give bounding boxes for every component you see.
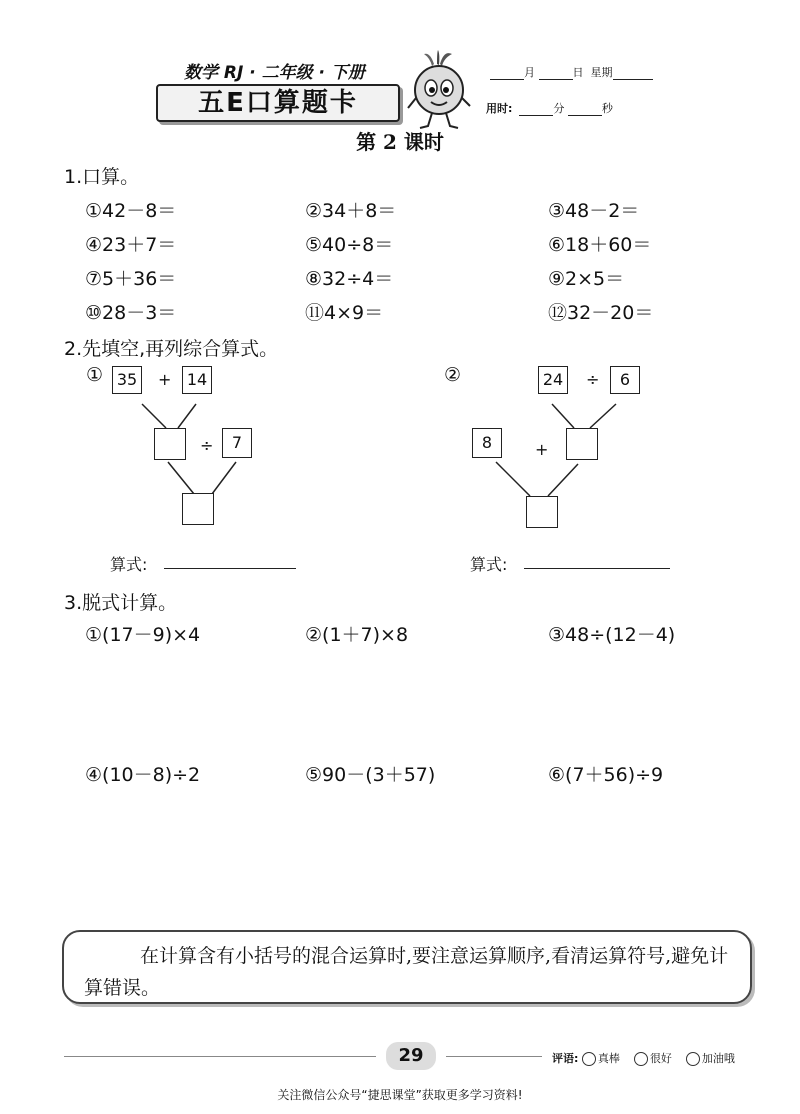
tree2-lines	[480, 390, 640, 510]
oral-item: ⑨2×5＝	[548, 268, 625, 290]
tree2-op1: ÷	[586, 370, 600, 389]
tree1-box-a: 35	[112, 366, 142, 394]
tree1-box-c: 7	[222, 428, 252, 458]
header-subtitle: 数学 RJ · 二年级 · 下册	[184, 63, 365, 83]
weekday-blank[interactable]	[613, 67, 653, 80]
oral-item: ⑪4×9＝	[305, 302, 384, 324]
tree2-formula-label: 算式:	[470, 555, 508, 574]
tree2-blank-2[interactable]	[526, 496, 558, 528]
cheer-face-icon[interactable]	[686, 1052, 700, 1066]
date-fields: 月 日 星期	[490, 64, 653, 80]
time-fields: 用时: 分 秒	[486, 102, 613, 115]
oral-item: ④23＋7＝	[85, 234, 177, 256]
smile-face-icon[interactable]	[582, 1052, 596, 1066]
tree1-marker: ①	[86, 364, 104, 386]
tree1-blank-1[interactable]	[154, 428, 186, 460]
tree2-box-a: 24	[538, 366, 568, 394]
stepwise-item: ④(10－8)÷2	[85, 764, 201, 786]
oral-item: ①42－8＝	[85, 200, 177, 222]
tree1-box-b: 14	[182, 366, 212, 394]
mascot-icon	[404, 50, 474, 130]
minutes-blank[interactable]	[519, 103, 553, 116]
tree2-marker: ②	[444, 364, 462, 386]
oral-item: ⑤40÷8＝	[305, 234, 394, 256]
lesson-title: 第 2 课时	[356, 130, 444, 154]
day-blank[interactable]	[539, 67, 573, 80]
stepwise-item: ③48÷(12－4)	[548, 624, 676, 646]
oral-item: ⑦5＋36＝	[85, 268, 177, 290]
tree1-formula-blank[interactable]	[164, 568, 296, 569]
evaluation-row: 评语: 真棒 很好 加油哦	[552, 1052, 735, 1065]
stepwise-item: ⑥(7＋56)÷9	[548, 764, 664, 786]
title-banner	[156, 84, 400, 122]
stepwise-item: ⑤90－(3＋57)	[305, 764, 436, 786]
section2-heading: 2.先填空,再列综合算式。	[64, 338, 279, 360]
section1-heading: 1.口算。	[64, 166, 140, 188]
tree2-op2: +	[535, 440, 549, 459]
oral-item: ⑩28－3＝	[85, 302, 177, 324]
seconds-blank[interactable]	[568, 103, 602, 116]
footer-divider-right	[446, 1056, 542, 1057]
tip-text: 在计算含有小括号的混合运算时,要注意运算顺序,看清运算符号,避免计算错误。	[84, 945, 729, 999]
tree2-blank-1[interactable]	[566, 428, 598, 460]
oral-item: ③48－2＝	[548, 200, 640, 222]
tree2-box-b: 6	[610, 366, 640, 394]
oral-item: ⑧32÷4＝	[305, 268, 394, 290]
oral-item: ②34＋8＝	[305, 200, 397, 222]
tree2-box-c: 8	[472, 428, 502, 458]
good-face-icon[interactable]	[634, 1052, 648, 1066]
stepwise-item: ①(17－9)×4	[85, 624, 201, 646]
footer-divider-left	[64, 1056, 376, 1057]
tree1-blank-2[interactable]	[182, 493, 214, 525]
month-blank[interactable]	[490, 67, 524, 80]
page-number: 29	[386, 1042, 436, 1070]
section3-heading: 3.脱式计算。	[64, 592, 178, 614]
tree1-formula-label: 算式:	[110, 555, 148, 574]
tree2-formula-blank[interactable]	[524, 568, 670, 569]
tree1-op2: ÷	[200, 436, 214, 455]
oral-item: ⑥18＋60＝	[548, 234, 652, 256]
tree1-op1: +	[158, 370, 172, 389]
oral-item: ⑫32－20＝	[548, 302, 654, 324]
footer-promo: 关注微信公众号“捷思课堂”获取更多学习资料!	[277, 1088, 523, 1102]
card-title: 五E口算题卡	[198, 88, 358, 118]
stepwise-item: ②(1＋7)×8	[305, 624, 409, 646]
